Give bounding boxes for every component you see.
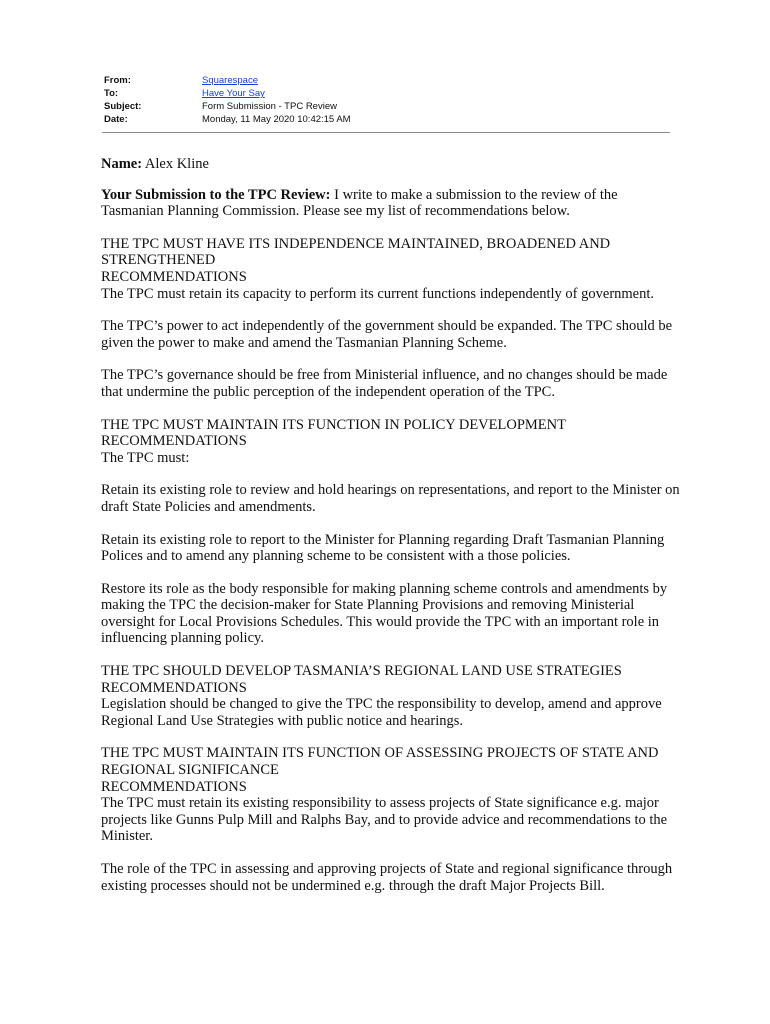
section-paragraph: Legislation should be changed to give the TPC the responsibility to develop, amend and approve Regional Land Use Strategies with public notice and hearings. [101,696,662,729]
section-paragraph: Restore its role as the body responsible for making planning scheme controls and amendments by making the TPC the decision-maker for State Planning Provisions and removing Ministerial oversight for Local Provisions Schedules. This would provide the TPC with an important role in influencing planning policy. [101,580,668,647]
name-value: Alex Kline [142,156,209,172]
section-paragraph: Retain its existing role to report to the Minister for Planning regarding Draft Tasmanian Planning Polices and to amend any planning scheme to be consistent with a those policies. [101,531,665,565]
section-paragraph: The TPC must retain its existing responsibility to assess projects of State significance e.g. major projects like Gunns Pulp Mill and Ralphs Bay, and to provide advice and recommendations to the Minister. [101,795,668,845]
subject-row [104,100,676,113]
section-subheading: RECOMMENDATIONS [101,268,247,285]
section-paragraph: The TPC’s governance should be free from Ministerial influence, and no changes should be made that undermine the public perception of the independent operation of the TPC. [101,367,668,400]
from-label: From: [104,75,131,86]
section-heading: THE TPC MUST HAVE ITS INDEPENDENCE MAINTAINED, BROADENED AND STRENGTHENED [101,235,611,269]
date-row [104,113,676,126]
section-subheading: RECOMMENDATIONS [101,433,247,450]
date-value: Monday, 11 May 2020 10:42:15 AM [202,114,351,125]
section-policy-development [101,417,681,648]
section-heading: THE TPC MUST MAINTAIN ITS FUNCTION OF ASSESSING PROJECTS OF STATE AND REGIONAL SIGNIFICANCE [101,745,659,779]
header-divider [102,132,670,133]
from-row [104,74,676,87]
email-body [101,156,681,910]
name-line [101,156,681,173]
email-header [104,74,676,126]
section-paragraph: Retain its existing role to review and hold hearings on representations, and report to the Minister on draft State Policies and amendments. [101,482,680,515]
to-row [104,87,676,100]
subject-label: Subject: [104,101,142,112]
section-paragraph: The TPC’s power to act independently of the government should be expanded. The TPC should be given the power to make and amend the Tasmanian Planning Scheme. [101,318,673,351]
to-link[interactable]: Have Your Say [202,88,265,99]
section-paragraph: The TPC must retain its capacity to perform its current functions independently of government. [101,285,655,302]
submission-text: I write to make a submission to the review of the Tasmanian Planning Commission. Please see my list of recommendations below. [101,186,618,220]
section-subheading: RECOMMENDATIONS [101,679,247,696]
date-label: Date: [104,114,128,125]
submission-label: Your Submission to the TPC Review: [101,186,331,203]
submission-intro [101,187,681,220]
section-paragraph: The role of the TPC in assessing and approving projects of State and regional significance through existing processes should not be undermined e.g. through the draft Major Projects Bill. [101,861,673,894]
name-label: Name: [101,156,143,172]
section-heading: THE TPC MUST MAINTAIN ITS FUNCTION IN POLICY DEVELOPMENT [101,416,566,433]
to-label: To: [104,88,119,99]
from-link[interactable]: Squarespace [202,75,258,86]
subject-value: Form Submission - TPC Review [202,101,337,112]
section-independence [101,236,681,401]
section-paragraph: The TPC must: [101,449,190,466]
section-subheading: RECOMMENDATIONS [101,778,247,795]
section-regional-land-use [101,663,681,729]
section-heading: THE TPC SHOULD DEVELOP TASMANIA’S REGIONAL LAND USE STRATEGIES [101,663,622,680]
section-projects-significance [101,745,681,894]
